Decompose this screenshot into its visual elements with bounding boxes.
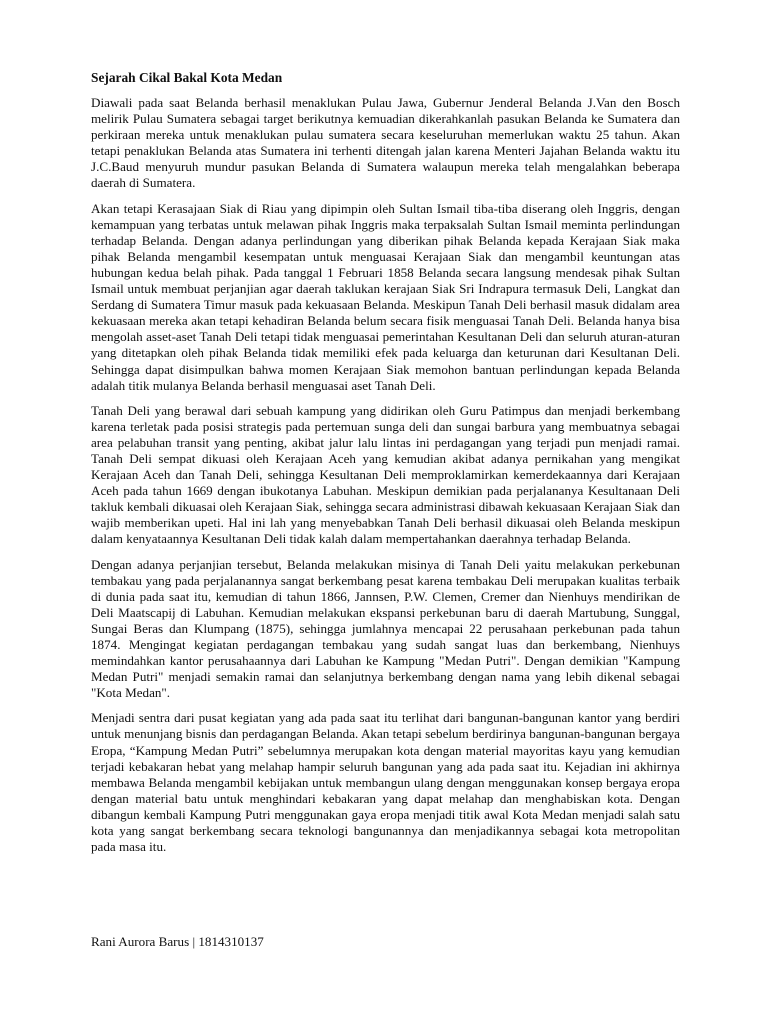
paragraph-5: Menjadi sentra dari pusat kegiatan yang ada pada saat itu terlihat dari bangunan-bangunan kantor yang berdiri untuk menunjang bisnis dan perdagangan Belanda. Akan tetapi sebelum berdirinya bangunan-bangunan bergaya Eropa, “Kampung Medan Putri” sebelumnya merupakan kota dengan material mayoritas kayu yang kemudian terjadi kebakaran hebat yang melahap hampir seluruh bangunan yang ada pada saat itu. Kejadian ini akhirnya membawa Belanda mengambil kebijakan untuk membangun ulang dengan menggunakan konsep bergaya eropa dengan material batu untuk menghindari kebakaran yang dapat melahap dan menghabiskan kota. Dengan dibangun kembali Kampung Putri menggunakan gaya eropa menjadi titik awal Kota Medan menjadi salah satu kota yang sangat berkembang secara teknologi bangunannya dan menjadikannya sebagai kota metropolitan pada masa itu. [91, 710, 680, 855]
document-body [91, 70, 680, 864]
paragraph-3: Tanah Deli yang berawal dari sebuah kampung yang didirikan oleh Guru Patimpus dan menjadi berkembang karena terletak pada posisi strategis pada pertemuan sunga deli dan sungai barbura yang membuatnya sebagai area pelabuhan transit yang penting, akibat jalur lalu lintas ini perdagangan yang terjadi pun menjadi ramai. Tanah Deli sempat dikuasi oleh Kerajaan Aceh yang kemudian akibat adanya pernikahan yang mengikat Kerajaan Aceh dan Tanah Deli, sehingga Kesultanan Deli memproklamirkan kemerdekaannya dari Kerajaan Aceh pada tahun 1669 dengan ibukotanya Labuhan. Meskipun demikian pada perjalananya Kesultanaan Deli takluk kembali dikuasai oleh Kerajaan Siak, sehingga secara administrasi dibawah kekuasaan Kerajaan Siak dan wajib memberikan upeti. Hal ini lah yang menyebabkan Tanah Deli berhasil dikuasai oleh Belanda meskipun dalam kenyataannya Kesultanan Deli tidak kalah dalam mempertahankan daerahnya terhadap Belanda. [91, 402, 681, 547]
document-title: Sejarah Cikal Bakal Kota Medan [91, 70, 283, 85]
paragraph-4: Dengan adanya perjanjian tersebut, Belanda melakukan misinya di Tanah Deli yaitu melakukan perkebunan tembakau yang pada perjalanannya sangat berkembang pesat karena tembakau Deli merupakan kualitas terbaik di dunia pada saat itu, kemudian di tahun 1866, Jannsen, P.W. Clemen, Cremer dan Nienhuys mendirikan de Deli Maatscapij di Labuhan. Kemudian melakukan ekspansi perkebunan baru di daerah Martubung, Sunggal, Sungai Beras dan Klumpang (1875), sehingga jumlahnya mencapai 22 perusahaan perkebunan pada tahun 1874. Mengingat kegiatan perdagangan tembakau yang sudah sangat luas dan berkembang, Nienhuys memindahkan kantor perusahaannya dari Labuhan ke Kampung "Medan Putri". Dengan demikian "Kampung Medan Putri" menjadi semakin ramai dan selanjutnya berkembang dengan nama yang lebih dikenal sebagai "Kota Medan". [91, 556, 680, 701]
paragraph-2: Akan tetapi Kerasajaan Siak di Riau yang dipimpin oleh Sultan Ismail tiba-tiba diserang oleh Inggris, dengan kemampuan yang terbatas untuk melawan pihak Inggris maka terpaksalah Sultan Ismail meminta perlindungan terhadap Belanda. Dengan adanya perlindungan yang diberikan pihak Belanda kepada Kerajaan Siak maka pihak Belanda mengambil kesempatan untuk menguasai Kerajaan Siak dan mengambil keuntungan atas hubungan kedua belah pihak. Pada tanggal 1 Februari 1858 Belanda secara langsung mendesak pihak Sultan Ismail untuk membuat perjanjian agar daerah taklukan kerajaan Siak Sri Indrapura termasuk Deli, Langkat dan Serdang di Sumatera Timur masuk pada kekuasaan Belanda. Meskipun Tanah Deli berhasil masuk didalam area kekuasaan mereka akan tetapi kehadiran Belanda belum secara fisik menguasai Tanah Deli. Belanda hanya bisa mengolah asset-aset Tanah Deli tetapi tidak menguasai pemerintahan Kesultanan Deli dan seluruh aturan-aturan yang ditetapkan oleh pihak Belanda tidak memiliki efek pada keluarga dan keturunan dari Kesultanan Deli. Sehingga dapat disimpulkan bahwa momen Kerajaan Siak memohon bantuan perlindungan kepada Belanda adalah titik mulanya Belanda berhasil menguasai aset Tanah Deli. [91, 200, 680, 393]
author-footer: Rani Aurora Barus | 1814310137 [91, 934, 264, 949]
paragraph-1: Diawali pada saat Belanda berhasil menaklukan Pulau Jawa, Gubernur Jenderal Belanda J.Van den Bosch melirik Pulau Sumatera sebagai target berikutnya kemuadian dikerahkanlah pasukan Belanda ke Sumatera dan perkiraan mereka untuk menaklukan pulau sumatera secara keseluruhan memerlukan waktu 25 tahun. Akan tetapi penaklukan Belanda atas Sumatera ini terhenti ditengah jalan karena Menteri Jajahan Belanda waktu itu J.C.Baud menyuruh mundur pasukan Belanda di Sumatera walaupun mereka telah mengalahkan beberapa daerah di Sumatera. [91, 95, 680, 191]
